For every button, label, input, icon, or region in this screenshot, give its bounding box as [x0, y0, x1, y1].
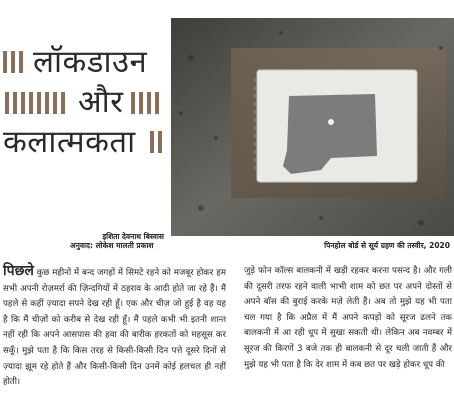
body-right-text: जुड़े फोन कॉल्स बालकनी में खड़ी रहकर करना पसन्द है। और गली की दूसरी तरफ रहने वाली भाभी शाम को छत पर अपने दोस्तों से अपने बॉस की बुराई करके मज़े लेती हैं। अब तो मुझे यह भी पता चल गया है कि अप्रैल में मैं अपने कपड़ों को सूरज ढलने तक बालकनी में आ रही धूप में सुखा सकती थी। लेकिन अब नवम्बर में सूरज की किरणें 3 बजे तक ही बालकनी से दूर चली जाती हैं और मुझे यह भी पता है कि देर शाम में कब छत पर खड़े होकर धूप की: [244, 266, 452, 370]
translator-credit: अनुवाद: लोकेश मालती प्रकाश: [70, 241, 154, 250]
pinhole-board-photo: [171, 18, 454, 236]
title-bars-line1: [3, 51, 23, 73]
article-title-line3: कलात्मकता: [3, 124, 136, 160]
author-name: इशिता देवनाथ बिस्वास: [102, 232, 164, 241]
title-bars-line3: [150, 131, 162, 153]
body-left-text: कुछ महीनों में बन्द जगहों में सिमटे रहने को मजबूर होकर हम सभी अपनी रोज़मर्रा की ज़िन्दगियों में ठहराव के आदी होते जा रहे हैं। मैं पहले से कहीं ज़्यादा सपने देख रही हूँ। एक और चीज़ जो हुई है वह यह है कि मैं चीज़ों को करीब से देख रही हूँ। मैं पहले कभी भी इतनी शान्त नहीं रही कि अपने आसपास की हवा की बारीक हरकतों को महसूस कर सकूँ। मुझे पता है कि किस तरह से किसी-किसी दिन पत्ते दूसरे दिनों से ज़्यादा झूम रहे होते हैं और किसी-किसी दिन उनमें कोई हलचल ही नहीं होती।: [3, 268, 226, 388]
body-column-left: [3, 264, 226, 391]
lead-word: पिछले: [3, 263, 34, 279]
article-title-line2: और: [78, 84, 124, 120]
photo-caption: पिनहोल बोर्ड से सूर्य ग्रहण की तस्वीर, 2020: [324, 241, 450, 250]
body-column-right: [244, 264, 452, 373]
title-bars-line2-left: [5, 92, 65, 114]
title-bars-line2-right: [131, 92, 159, 114]
article-title-line1: लॉकडाउन: [33, 44, 148, 80]
